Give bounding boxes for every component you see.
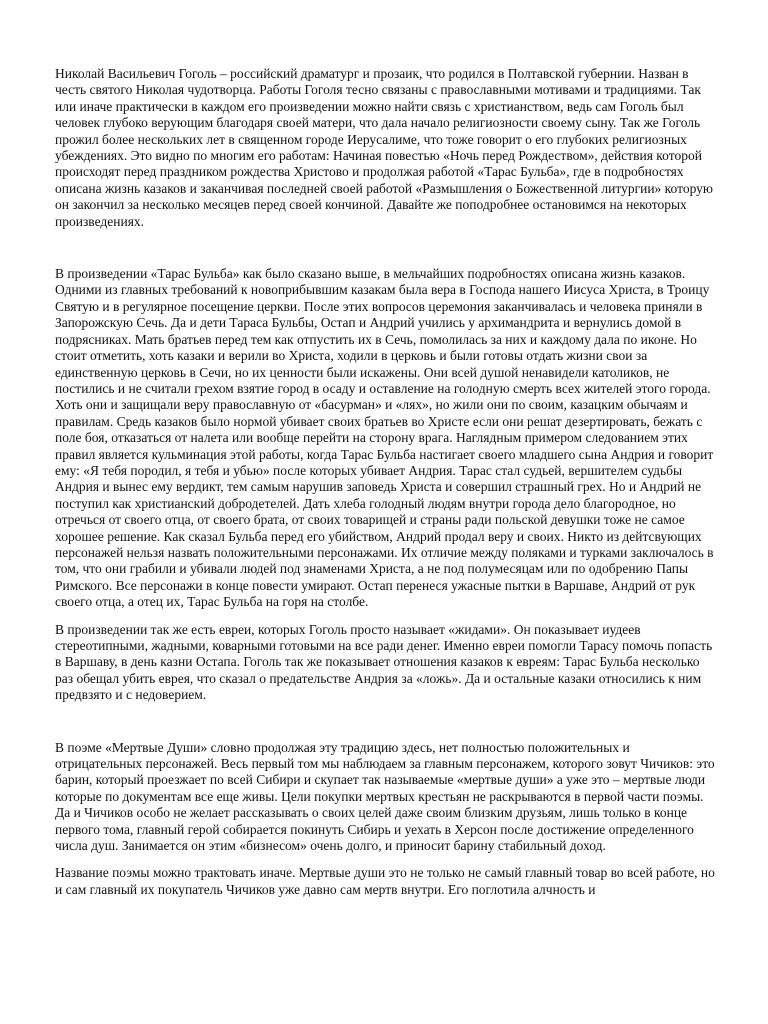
paragraph-dead-souls-title-meaning: Название поэмы можно трактовать иначе. Мертвые души это не только не самый главный товар во всей работе, но и сам главный их покупатель Чичиков уже давно сам мертв внутри. Его поглотила алчность и xyxy=(55,865,715,897)
document-page xyxy=(55,66,717,898)
paragraph-dead-souls: В поэме «Мертвые Души» словно продолжая эту традицию здесь, нет полностью положительных и отрицательных персонажей. Весь первый том мы наблюдаем за главным персонажем, которого зовут Чичиков: это барин, который проезжает по всей Сибири и скупает так называемые «мертвые души» а уже это – мертвые люди которые по документам все еще живы. Цели покупки мертвых крестьян не раскрываются в первой части поэмы. Да и Чичиков особо не желает рассказывать о своих целей даже своим близким друзьям, лишь только в конце первого тома, главный герой собирается покинуть Сибирь и уехать в Херсон после достижение определенного числа душ. Занимается он этим «бизнесом» очень долго, и приносит барину стабильный доход. xyxy=(55,739,715,854)
paragraph-taras-bulba: В произведении «Тарас Бульба» как было сказано выше, в мельчайших подробностях описана жизнь казаков. Одними из главных требований к новоприбывшим казакам была вера в Господа нашего Иисуса Христа, в Троицу Святую и в регулярное посещение церкви. После этих вопросов церемония заканчивалась и человека приняли в Запорожскую Сечь. Да и дети Тараса Бульбы, Остап и Андрий учились у архимандрита и вернулись домой в подрясниках. Мать братьев перед тем как отпустить их в Сечь, помолилась за них и каждому дала по иконе. Но стоит отметить, хоть казаки и верили во Христа, ходили в церковь и были готовы отдать жизни свои за единственную церковь в Сечи, но их ценности были искажены. Они всей душой ненавидели католиков, не постились и не считали грехом взятие город в осаду и оставление на голодную смерть всех жителей этого города. Хоть они и защищали веру православную от «басурман» и «лях», но жили они по своим, казацким обычаям и правилам. Средь казаков было нормой убивает своих братьев во Христе если они решат дезертировать, бежать с поле боя, отказаться от налета или вообще перейти на сторону врага. Наглядным примером следованием этих правил является кульминация этой работы, когда Тарас Бульба настигает своего младшего сына Андрия и говорит ему: «Я тебя породил, я тебя и убью» после которых убивает Андрия. Тарас стал судьей, вершителем судьбы Андрия и вынес ему вердикт, тем самым нарушив заповедь Христа и совершил страшный грех. Но и Андрий не поступил как христианский добродетелей. Дать хлеба голодный людям внутри города дело благородное, но отречься от своего отца, от своего брата, от своих товарищей и страны ради польской девушки тоже не самое хорошее решение. Как сказал Бульба перед его убийством, Андрий продал веру и своих. Никто из дейтсвующих персонажей нельзя назвать положительными персонажами. Их отличие между поляками и турками заключалось в том, что они грабили и убивали людей под знаменами Христа, а не под полумесяцам или по одобрению Папы Римского. Все персонажи в конце повести умирают. Остап перенеся ужасные пытки в Варшаве, Андрий от рук своего отца, а отец их, Тарас Бульба на горя на столбе. xyxy=(55,266,714,610)
paragraph-jews-in-taras-bulba: В произведении так же есть евреи, которых Гоголь просто называет «жидами». Он показывает иудеев стереотипными, жадными, коварными готовыми на все ради денег. Именно евреи помогли Тарасу помочь попасть в Варшаву, в день казни Остапа. Гоголь так же показывает отношения казаков к евреям: Тарас Бульба несколько раз обещал убить еврея, что сказал о предательстве Андрия за «ложь». Да и остальные казаки относились к ним предвзято и с недоверием. xyxy=(55,621,713,703)
paragraph-gogol-intro: Николай Васильевич Гоголь – российский драматург и прозаик, что родился в Полтавской губернии. Назван в честь святого Николая чудотворца. Работы Гоголя тесно связаны с православными мотивами и традициями. Так или иначе практически в каждом его произведении можно найти связь с христианством, ведь сам Гоголь был человек глубоко верующим благодаря своей матери, что дала начало религиозности своему сыну. Так же Гоголь прожил более нескольких лет в священном городе Иерусалиме, что тоже говорит о его глубоких религиозных убеждениях. Это видно по многим его работам: Начиная повестью «Ночь перед Рождеством», действия которой происходят перед праздником рождества Христово и продолжая работой «Тарас Бульба», где в подробностях описана жизнь казаков и заканчивая последней своей работой «Размышления о Божественной литургии» которую он закончил за несколько месяцев перед своей кончиной. Давайте же поподробнее остановимся на некоторых произведениях. xyxy=(55,66,714,229)
